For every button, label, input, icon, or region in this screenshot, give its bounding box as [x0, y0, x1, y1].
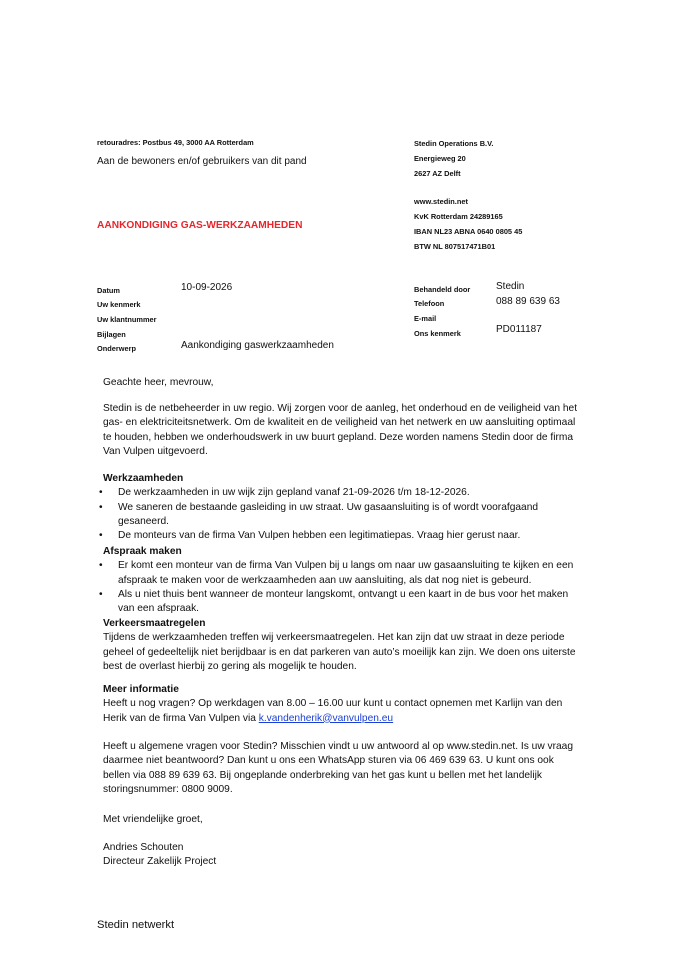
verkeer-text: Tijdens de werkzaamheden treffen wij verkeersmaatregelen. Het kan zijn dat uw straat in deze periode geheel of gedeeltelijk niet berijdbaar is en dat parkeren van auto’s moeilijk kan zijn. We doen ons uiterste best de overlast hierbij zo gering als mogelijk te houden. [103, 632, 576, 672]
section-meer-informatie [103, 683, 583, 726]
addressee: Aan de bewoners en/of gebruikers van dit pand [97, 156, 307, 167]
intro-text: Stedin is de netbeheerder in uw regio. Wij zorgen voor de aanleg, het onderhoud en de veiligheid van het gas- en elektriciteitsnetwerk. Om de kwaliteit en de veiligheid van het netwerk en uw aansluiting optimaal te houden, hebben we onderhoudswerk in uw buurt gepland. Deze worden namens Stedin door de firma Van Vulpen uitgevoerd. [103, 403, 578, 457]
telefoon-label: Telefoon [414, 299, 445, 308]
letter-intro [103, 402, 583, 459]
sender-kvk: KvK Rotterdam 24289165 [414, 212, 503, 221]
email-label: E-mail [414, 314, 437, 323]
general-text: Heeft u algemene vragen voor Stedin? Misschien vindt u uw antwoord al op www.stedin.net. Is uw vraag daarmee niet beantwoord? Dan kunt u ons een WhatsApp sturen via 06 469 639 63. U kunt ons ook bellen via 088 89 639 63. Bij ongeplande onderbreking van het gas kunt u bellen met het landelijk storingsnummer: 0800 9009. [103, 741, 574, 795]
signer-title: Directeur Zakelijk Project [103, 856, 217, 868]
list-item: • De werkzaamheden in uw wijk zijn gepland vanaf 21-09-2026 t/m 18-12-2026. [99, 486, 583, 500]
datum-label: Datum [97, 286, 120, 295]
signature-block [103, 841, 583, 870]
sender-btw: BTW NL 807517471B01 [414, 242, 496, 251]
section-werkzaamheden [103, 472, 583, 543]
onderwerp-value: Aankondiging gaswerkzaamheden [181, 340, 334, 351]
sender-company: Stedin Operations B.V. [414, 139, 494, 148]
letter-title: AANKONDIGING GAS-WERKZAAMHEDEN [97, 220, 303, 231]
closing-text: Met vriendelijke groet, [103, 814, 203, 825]
section-verkeer [103, 617, 583, 674]
uw-klantnummer-label: Uw klantnummer [97, 315, 157, 324]
info-text: Heeft u nog vragen? Op werkdagen van 8.00 – 16.00 uur kunt u contact opnemen met Karlijn van den Herik van de firma Van Vulpen via [103, 698, 563, 724]
bijlagen-label: Bijlagen [97, 330, 126, 339]
sender-city: 2627 AZ Delft [414, 169, 461, 178]
ons-kenmerk-value: PD011187 [496, 324, 542, 335]
section-algemene-vragen [103, 740, 583, 797]
section-afspraak [103, 545, 583, 616]
uw-kenmerk-label: Uw kenmerk [97, 300, 141, 309]
footer-tagline: Stedin netwerkt [97, 919, 175, 931]
werkzaamheden-list [99, 486, 583, 543]
meer-informatie-text [103, 697, 583, 726]
return-address: retouradres: Postbus 49, 3000 AA Rotterdam [97, 138, 254, 147]
datum-value: 10-09-2026 [181, 282, 233, 293]
onderwerp-label: Onderwerp [97, 344, 137, 353]
telefoon-value: 088 89 639 63 [496, 296, 560, 307]
behandeld-door-label: Behandeld door [414, 285, 471, 294]
sender-street: Energieweg 20 [414, 154, 466, 163]
afspraak-heading: Afspraak maken [103, 546, 182, 557]
list-item: • We saneren de bestaande gasleiding in uw straat. Uw gasaansluiting is of wordt voorafgaand gesaneerd. [99, 501, 583, 530]
sender-iban: IBAN NL23 ABNA 0640 0805 45 [414, 227, 523, 236]
contact-email-link[interactable]: k.vandenherik@vanvulpen.eu [258, 712, 394, 724]
ons-kenmerk-label: Ons kenmerk [414, 329, 461, 338]
afspraak-list [99, 559, 583, 616]
meer-informatie-heading: Meer informatie [103, 684, 179, 695]
greeting-text: Geachte heer, mevrouw, [103, 377, 214, 388]
closing-block [103, 813, 583, 827]
list-item: • Er komt een monteur van de firma Van Vulpen bij u langs om naar uw gasaansluiting te kijken en een afspraak te maken voor de werkzaamheden aan uw aansluiting, als dat nog niet is gebeurd. [99, 559, 583, 588]
list-item: • De monteurs van de firma Van Vulpen hebben een legitimatiepas. Vraag hier gerust naar. [99, 529, 583, 543]
sender-website: www.stedin.net [414, 197, 468, 206]
werkzaamheden-heading: Werkzaamheden [103, 473, 184, 484]
signer-name: Andries Schouten [103, 842, 184, 853]
list-item: • Als u niet thuis bent wanneer de monteur langskomt, ontvangt u een kaart in de bus voor het maken van een afspraak. [99, 588, 583, 617]
behandeld-door-value: Stedin [496, 281, 525, 292]
verkeer-heading: Verkeersmaatregelen [103, 618, 206, 629]
letter-greeting [103, 376, 583, 390]
